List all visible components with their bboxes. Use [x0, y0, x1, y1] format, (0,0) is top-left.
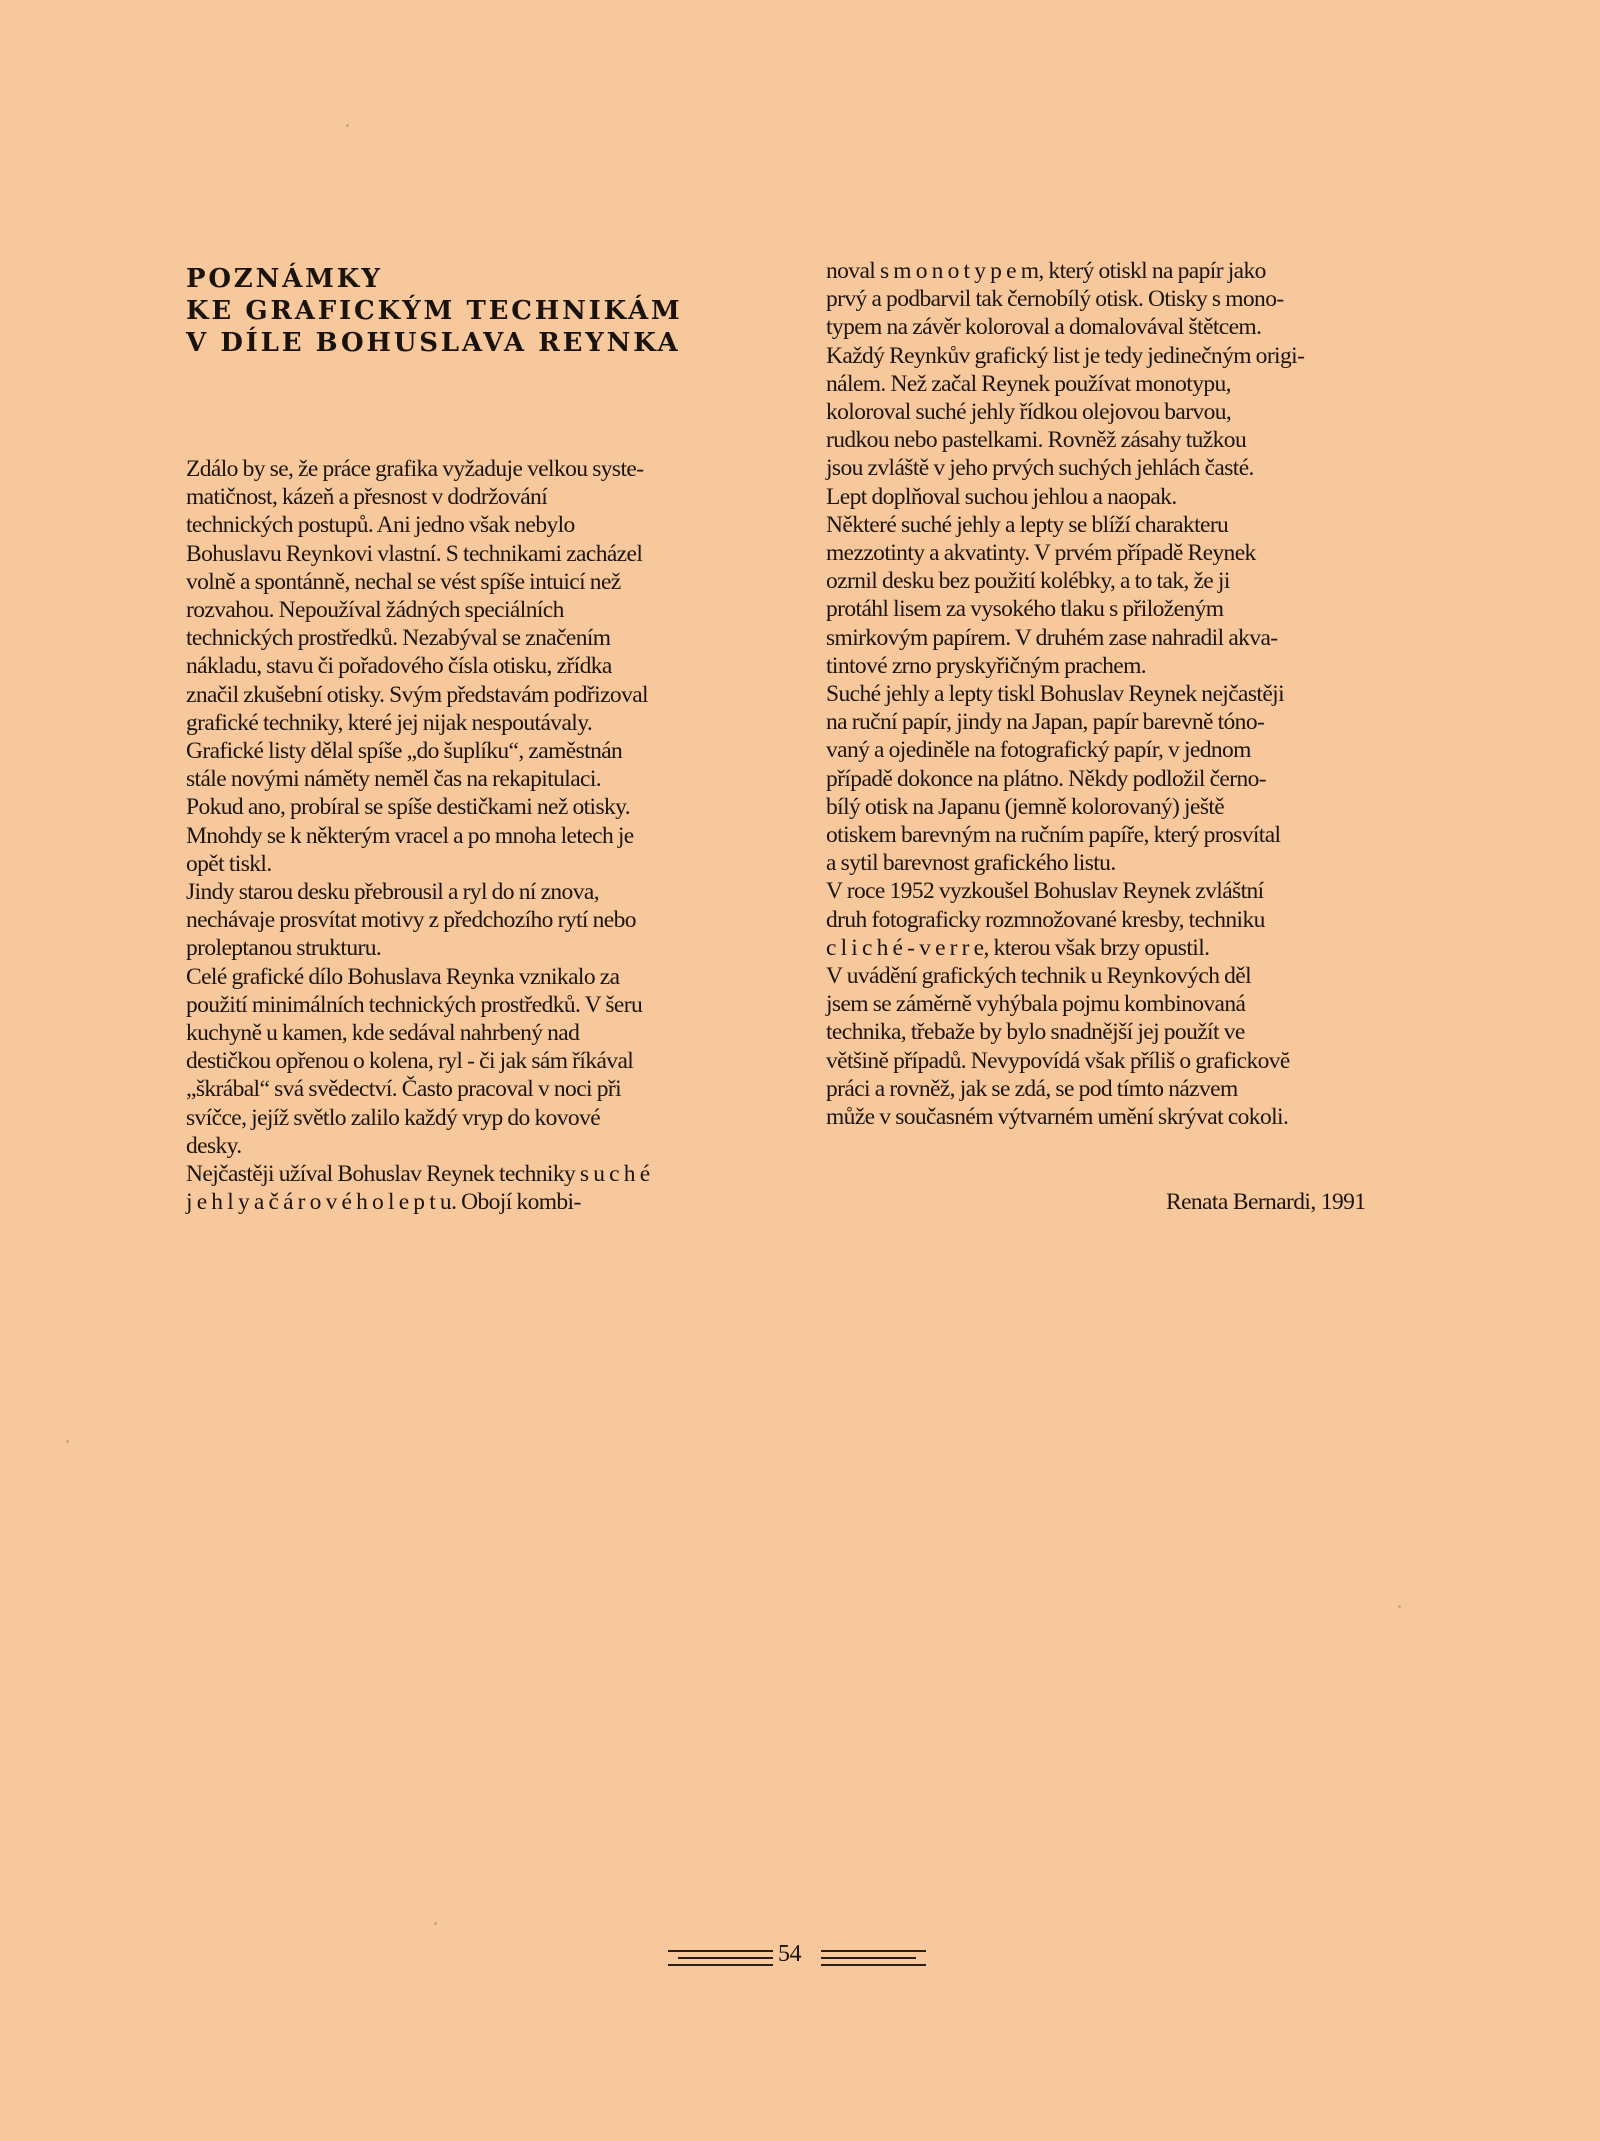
- rule-line: [668, 1964, 773, 1966]
- text-line: koloroval suché jehly řídkou olejovou barvou,: [826, 399, 1232, 426]
- article-title: [186, 263, 766, 359]
- text-line: jsem se záměrně vyhýbala pojmu kombinovaná: [826, 991, 1246, 1018]
- paper-speck: [434, 1922, 437, 1925]
- text-line: technických prostředků. Nezabýval se značením: [186, 625, 611, 652]
- text-line: Celé grafické dílo Bohuslava Reynka vznikalo za: [186, 963, 620, 990]
- title-line: V DÍLE BOHUSLAVA REYNKA: [186, 328, 681, 358]
- footer-rule-right: [821, 1950, 926, 1971]
- text-line: opět tiskl.: [186, 850, 272, 877]
- text-line: použití minimálních technických prostředků. V šeru: [186, 991, 643, 1018]
- text-line: V uvádění grafických technik u Reynkových děl: [826, 963, 1252, 990]
- text-line: nechávaje prosvítat motivy z předchozího rytí nebo: [186, 907, 636, 934]
- rule-line: [821, 1950, 926, 1952]
- paper-speck: [346, 124, 349, 127]
- text-line: smirkovým papírem. V druhém zase nahradil akva-: [826, 624, 1278, 651]
- title-line: POZNÁMKY: [186, 264, 383, 294]
- text-line: Bohuslavu Reynkovi vlastní. S technikami zacházel: [186, 540, 643, 567]
- text-line: práci a rovněž, jak se zdá, se pod tímto názvem: [826, 1075, 1238, 1102]
- text-line: otiskem barevným na ručním papíře, který prosvítal: [826, 822, 1281, 849]
- text-line: proleptanou strukturu.: [186, 935, 382, 962]
- text-line: rudkou nebo pastelkami. Rovněž zásahy tužkou: [826, 427, 1247, 454]
- text-line: tintové zrno pryskyřičným prachem.: [826, 652, 1147, 679]
- text-line: „škrábal“ svá svědectví. Často pracoval v noci při: [186, 1076, 622, 1103]
- text-line: Pokud ano, probíral se spíše destičkami než otisky.: [186, 794, 631, 821]
- text-line: většině případů. Nevypovídá však příliš o grafickovĕ: [826, 1047, 1290, 1074]
- text-line: typem na závěr koloroval a domalovával štětcem.: [826, 314, 1262, 341]
- text-line: Grafické listy dělal spíše „do šuplíku“, zaměstnán: [186, 738, 623, 765]
- author-signature: Renata Bernardi, 1991: [1166, 1189, 1366, 1215]
- text-line: vaný a ojediněle na fotografický papír, v jednom: [826, 737, 1251, 764]
- paper-speck: [66, 1440, 69, 1443]
- text-line: rozvahou. Nepoužíval žádných speciálních: [186, 597, 564, 624]
- text-line: destičkou opřenou o kolena, ryl - či jak sám říkával: [186, 1048, 634, 1075]
- text-line: grafické techniky, které jej nijak nespoutávaly.: [186, 709, 593, 736]
- text-line: Některé suché jehly a lepty se blíží charakteru: [826, 511, 1229, 538]
- text-line: Mnohdy se k některým vracel a po mnoha letech je: [186, 822, 634, 849]
- left-column: [186, 257, 766, 1216]
- text-line: Každý Reynkův grafický list je tedy jedinečným origi-: [826, 342, 1305, 369]
- text-line: bílý otisk na Japanu (jemně kolorovaný) ještě: [826, 793, 1225, 820]
- text-line: a sytil barevnost grafického listu.: [826, 850, 1116, 877]
- text-line: Jindy starou desku přebrousil a ryl do ní znova,: [186, 879, 599, 906]
- text-line: svíčce, jejíž světlo zalilo každý vryp do kovové: [186, 1104, 601, 1131]
- text-line: nálem. Než začal Reynek používat monotypu,: [826, 370, 1231, 397]
- text-line: stále novými náměty neměl čas na rekapitulaci.: [186, 766, 602, 793]
- text-line: Lept doplňoval suchou jehlou a naopak.: [826, 483, 1177, 510]
- page-number: 54: [778, 1941, 801, 1967]
- text-line: na ruční papír, jindy na Japan, papír barevně tóno-: [826, 709, 1265, 736]
- text-line: ozrnil desku bez použití kolébky, a to tak, že ji: [826, 568, 1230, 595]
- text-line: protáhl lisem za vysokého tlaku s přiloženým: [826, 596, 1224, 623]
- text-line: Zdálo by se, že práce grafika vyžaduje velkou syste-: [186, 456, 644, 482]
- text-line: noval s m o n o t y p e m, který otiskl na papír jako: [826, 258, 1266, 284]
- text-line: c l i c h é - v e r r e, kterou však brzy opustil.: [826, 934, 1210, 961]
- left-column-text: [186, 455, 766, 1216]
- text-line: může v současném výtvarném umění skrývat cokoli.: [826, 1104, 1289, 1131]
- text-line: Nejčastěji užíval Bohuslav Reynek techniky s u c h é: [186, 1161, 650, 1188]
- paper-speck: [1398, 1605, 1401, 1608]
- text-line: technika, třebaže by bylo snadnější jej použít ve: [826, 1019, 1245, 1046]
- right-column: [826, 257, 1426, 1131]
- rule-line: [821, 1957, 916, 1959]
- text-line: V roce 1952 vyzkoušel Bohuslav Reynek zvláštní: [826, 878, 1264, 905]
- text-line: j e h l y a č á r o v é h o l e p t u. Obojí kombi-: [186, 1189, 581, 1216]
- rule-line: [668, 1950, 773, 1952]
- text-line: technických postupů. Ani jedno však nebylo: [186, 512, 575, 539]
- text-line: druh fotograficky rozmnožované kresby, techniku: [826, 906, 1265, 933]
- rule-line: [678, 1957, 773, 1959]
- text-line: nákladu, stavu či pořadového čísla otisku, zřídka: [186, 653, 612, 680]
- footer-rule-left: [668, 1950, 773, 1971]
- text-line: matičnost, kázeň a přesnost v dodržování: [186, 484, 548, 511]
- title-line: KE GRAFICKÝM TECHNIKÁM: [186, 296, 683, 326]
- text-line: případě dokonce na plátno. Někdy podložil černo-: [826, 765, 1267, 792]
- text-line: mezzotinty a akvatinty. V prvém případě Reynek: [826, 540, 1256, 567]
- text-line: Suché jehly a lepty tiskl Bohuslav Reynek nejčastěji: [826, 681, 1285, 708]
- rule-line: [821, 1964, 926, 1966]
- text-line: značil zkušební otisky. Svým představám podřizoval: [186, 681, 648, 708]
- page-footer: [668, 1938, 938, 1978]
- text-line: jsou zvláště v jeho prvých suchých jehlách časté.: [826, 455, 1254, 482]
- text-line: volně a spontánně, nechal se vést spíše intuicí než: [186, 568, 621, 595]
- text-line: kuchyně u kamen, kde sedával nahrbený nad: [186, 1020, 580, 1047]
- text-line: prvý a podbarvil tak černobílý otisk. Otisky s mono-: [826, 286, 1284, 313]
- text-line: desky.: [186, 1132, 242, 1159]
